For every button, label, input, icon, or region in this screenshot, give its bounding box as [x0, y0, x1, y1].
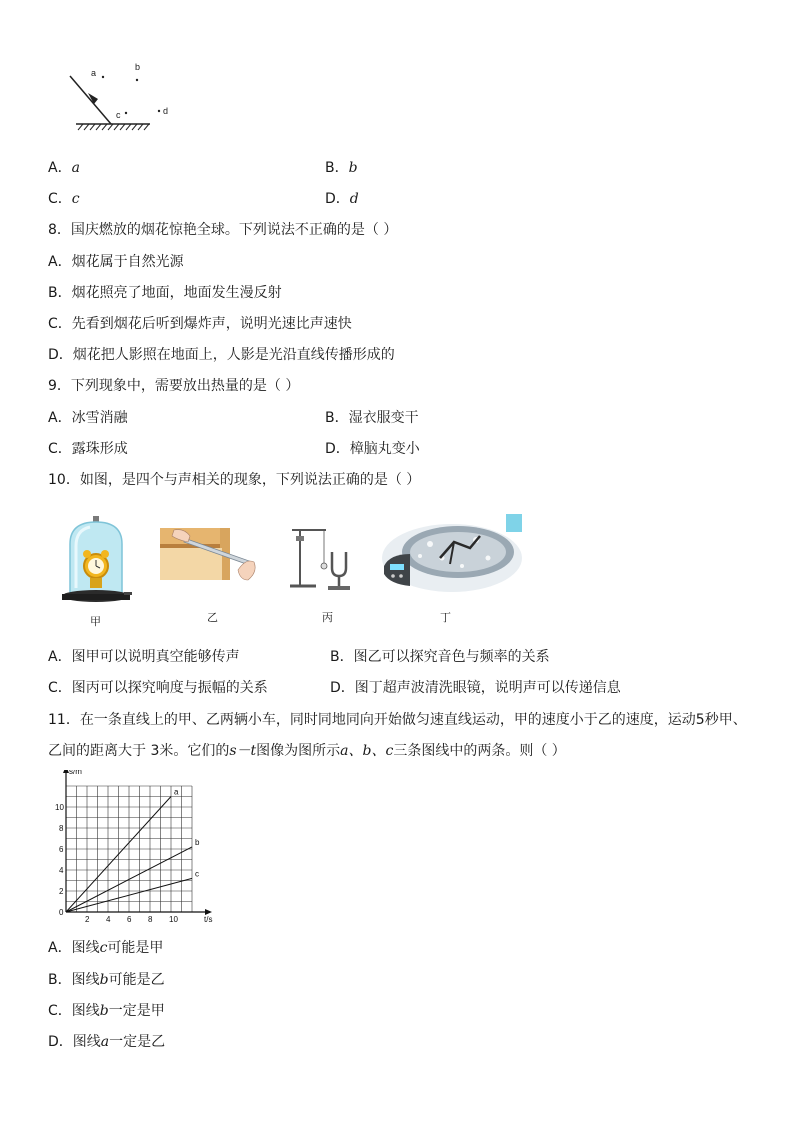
point-d-label: d	[163, 106, 169, 116]
q8-option-b: B．烟花照亮了地面，地面发生漫反射	[48, 285, 282, 301]
q10-option-a: A．图甲可以说明真空能够传声	[48, 649, 240, 665]
y-tick-label: 6	[59, 845, 64, 854]
point-c	[125, 112, 127, 114]
q11-option-c-post: 一定是甲	[108, 1003, 165, 1019]
figure-ruler-on-table	[160, 528, 260, 586]
q9-option-b: B．湿衣服变干	[325, 410, 419, 426]
series-label-a: a	[174, 787, 179, 797]
q11-option-d-var: a	[100, 1034, 110, 1050]
x-tick-label: 10	[169, 915, 178, 924]
q11-option-c-var: b	[99, 1003, 109, 1019]
series-label-c: c	[195, 869, 199, 879]
q10-caption-yi: 乙	[207, 611, 218, 624]
y-tick-label: 0	[59, 908, 64, 917]
point-c-label: c	[116, 110, 121, 120]
figure-bell-jar-alarm-clock	[60, 514, 132, 606]
y-axis-label: s/m	[69, 770, 82, 776]
q10-caption-ding: 丁	[440, 611, 451, 624]
q11-stem-post: 三条图线中的两条。则（ ）	[393, 743, 566, 759]
q7-option-a-val: a	[71, 160, 80, 176]
y-tick-label: 2	[59, 887, 64, 896]
q11-option-c-pre: C．图线	[48, 1003, 100, 1019]
mirror-hatching	[78, 124, 149, 130]
q7-option-c-val: c	[71, 191, 80, 207]
q11-stem-abc: a、b、c	[340, 743, 394, 759]
st-chart	[40, 770, 230, 928]
y-tick-label: 8	[59, 824, 64, 833]
q11-option-b-post: 可能是乙	[108, 972, 165, 988]
point-d	[158, 110, 160, 112]
q11-stem-st: s－t	[229, 743, 257, 759]
q8-option-a: A．烟花属于自然光源	[48, 254, 184, 270]
q11-option-d-post: 一定是乙	[109, 1034, 166, 1050]
x-tick-label: 8	[148, 915, 153, 924]
x-tick-label: 2	[85, 915, 90, 924]
q7-option-c-key: C．	[48, 191, 72, 207]
q10-caption-jia: 甲	[90, 615, 101, 628]
q10-stem: 10．如图，是四个与声相关的现象，下列说法正确的是（ ）	[48, 472, 421, 488]
q8-stem: 8．国庆燃放的烟花惊艳全球。下列说法不正确的是（ ）	[48, 222, 398, 238]
q9-option-d: D．樟脑丸变小	[325, 441, 420, 457]
q9-option-a: A．冰雪消融	[48, 410, 128, 426]
x-tick-label: 4	[106, 915, 111, 924]
q7-option-d-val: d	[349, 191, 359, 207]
q11-option-a-pre: A．图线	[48, 940, 100, 956]
q11-stem-line1: 11．在一条直线上的甲、乙两辆小车，同时同地同向开始做匀速直线运动，甲的速度小于乙的速度，运动5秒甲、	[48, 712, 747, 728]
q11-option-d	[48, 1032, 165, 1052]
q11-option-a-post: 可能是甲	[107, 940, 164, 956]
point-a	[102, 76, 104, 78]
q9-stem: 9．下列现象中，需要放出热量的是（ ）	[48, 378, 300, 394]
q8-option-c: C．先看到烟花后听到爆炸声，说明光速比声速快	[48, 316, 352, 332]
q7-option-d-key: D．	[325, 191, 350, 207]
q10-option-c: C．图丙可以探究响度与振幅的关系	[48, 680, 268, 696]
q11-stem-line2	[48, 741, 566, 761]
q11-stem-mid: 图像为图所示	[256, 743, 341, 759]
q10-option-d: D．图丁超声波清洗眼镜，说明声可以传递信息	[330, 680, 621, 696]
q10-caption-bing: 丙	[322, 611, 333, 624]
q8-option-d: D．烟花把人影照在地面上，人影是光沿直线传播形成的	[48, 347, 395, 363]
chart-labels	[55, 770, 212, 924]
q11-option-b	[48, 970, 165, 990]
q7-option-c	[48, 189, 80, 209]
point-b-label: b	[135, 62, 141, 72]
point-a-label: a	[91, 68, 97, 78]
incident-ray	[70, 76, 111, 124]
q7-option-b-val: b	[348, 160, 358, 176]
q11-option-b-var: b	[99, 972, 109, 988]
q11-option-a-var: c	[99, 940, 108, 956]
q10-option-b: B．图乙可以探究音色与频率的关系	[330, 649, 550, 665]
q7-option-a-key: A．	[48, 160, 72, 176]
q11-option-b-pre: B．图线	[48, 972, 100, 988]
q7-option-b	[325, 158, 358, 178]
reflection-diagram	[64, 58, 184, 138]
chart-grid	[66, 786, 192, 912]
q7-option-b-key: B．	[325, 160, 349, 176]
figure-tuning-fork-pendulum	[286, 524, 356, 594]
q7-option-d	[325, 189, 359, 209]
y-tick-label: 10	[55, 803, 64, 812]
x-tick-label: 6	[127, 915, 132, 924]
point-b	[136, 79, 138, 81]
y-tick-label: 4	[59, 866, 64, 875]
x-axis-label: t/s	[204, 915, 213, 924]
q11-option-d-pre: D．图线	[48, 1034, 101, 1050]
q11-option-c	[48, 1001, 165, 1021]
q7-option-a	[48, 158, 80, 178]
series-label-b: b	[195, 837, 200, 847]
q9-option-c: C．露珠形成	[48, 441, 128, 457]
q11-stem-pre: 乙间的距离大于 3米。它们的	[48, 743, 230, 759]
figure-ultrasonic-cleaner	[380, 514, 522, 594]
q11-option-a	[48, 938, 163, 958]
